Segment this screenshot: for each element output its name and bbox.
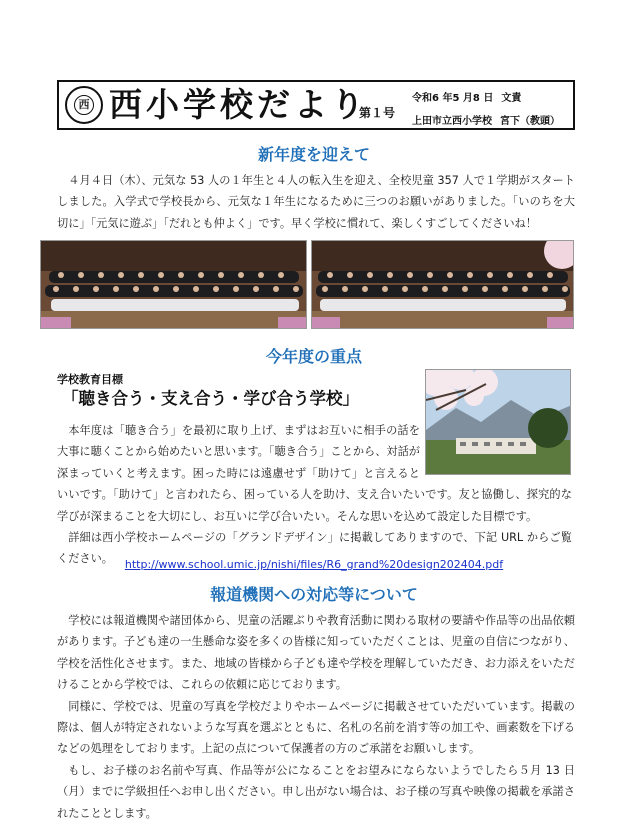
section-heading-media: 報道機関への対応等について (210, 585, 418, 604)
masthead (57, 80, 575, 130)
goal-label: 学校教育目標 (57, 373, 123, 386)
section-heading-focus: 今年度の重点 (265, 347, 362, 366)
issue-number: 第１号 (359, 106, 396, 120)
seal-character: 西 (74, 95, 94, 115)
editor-name: 宮下（教頭） (500, 116, 560, 127)
grand-design-link[interactable]: http://www.school.umic.jp/nishi/files/R6_grand%20design202404.pdf (124, 558, 504, 571)
author-line (412, 112, 560, 127)
media-paragraph-1: 学校には報道機関や諸団体から、児童の活躍ぶりや教育活動に関わる取材の要請や作品等の出品依頼があります。子ども達の一生懸命な姿を多くの皆様に知っていただくことは、児童の自信につながり、学校を活性化させます。また、地域の皆様から子ども達や学校を理解していただき、お力添えをいただけることから学校では、これらの依頼に応じております。 (57, 614, 575, 692)
editor-role: 文責 (501, 93, 522, 104)
section-new-year-text: ４月４日（木）、元気な 53 人の１年生と４人の転入生を迎え、全校児童 357 人で１学期がスタートしました。入学式で学校長から、元気な１年生になるために三つのお願いがありました。「いのちを大切に」「元気に遊ぶ」「だれとも仲よく」です。早く学校に慣れて、楽しくすごしてくださいね！ (57, 174, 575, 230)
date-line (412, 89, 521, 104)
focus-text-wrapper (57, 420, 572, 570)
media-paragraph-2: 同様に、学校では、児童の写真を学校だよりやホームページに掲載させていただいています。掲載の際は、個人が特定されないような写真を選ぶとともに、名札の名前を消す等の加工や、画素数を下げるなどの処理をしております。上記の点について保護者の方のご承諾をお願いします。 (57, 699, 575, 756)
photo-spacer (420, 420, 572, 472)
school-name: 上田市立西小学校 (412, 116, 492, 127)
issue-date: 令和6 年5 月8 日 (412, 93, 494, 104)
media-paragraph-3: もし、お子様のお名前や写真、作品等が公になることをお望みにならないようでしたら５月 13 日（月）までに学級担任へお申し出ください。申し出がない場合は、お子様の写真や映像の掲載を承諾されたこととします。 (57, 763, 575, 820)
focus-link-note: 詳細は西小学校ホームページの「グランドデザイン」に掲載してありますので、下記 URL からご覧ください。 (57, 531, 572, 566)
school-motto: 「聴き合う・支え合う・学び合う学校」 (62, 389, 359, 408)
group-photo-left (40, 240, 307, 329)
focus-text: 本年度は「聴き合う」を最初に取り上げ、まずはお互いに相手の話を大事に聴くことから始めたいと思います。「聴き合う」ことから、対話が深まっていくと考えます。困った時には遠慮せず「助けて」と言えるといいです。「助けて」と言われたら、困っている人を助け、支え合いたいです。友と協働し、探究的な学びが深まることを大切にし、お互いに学び合いたい。そんな思いを込めて設定した目標です。 (57, 424, 572, 523)
media-text (57, 610, 575, 824)
section-heading-new-year: 新年度を迎えて (257, 145, 370, 164)
school-seal-icon (65, 86, 103, 124)
newsletter-title: 西小学校だより (109, 85, 368, 124)
group-photo-right (311, 240, 574, 329)
